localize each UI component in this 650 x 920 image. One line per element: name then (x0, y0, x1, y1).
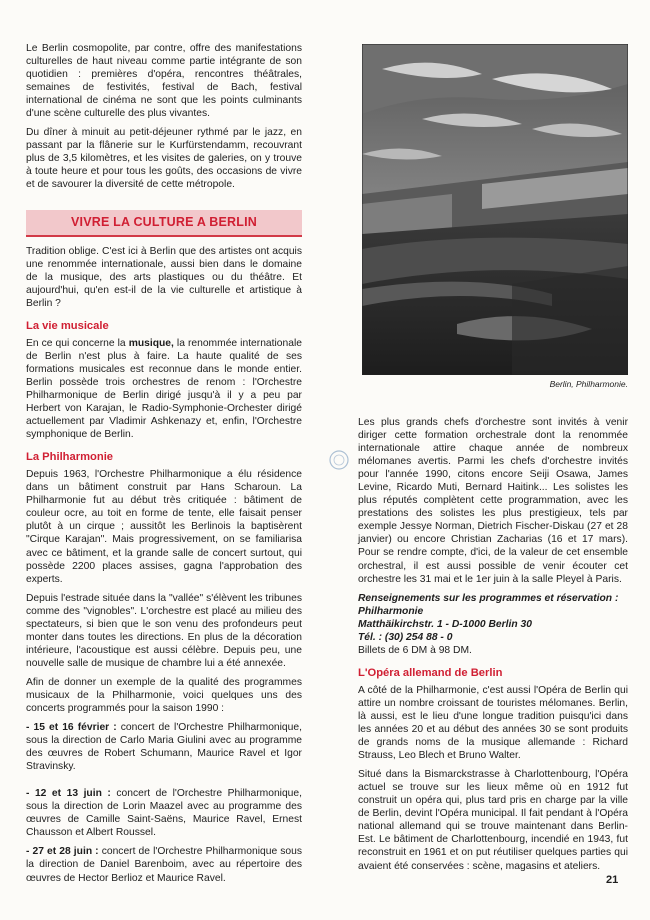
intro-paragraph-1: Le Berlin cosmopolite, par contre, offre des manifestations culturelles de haut niveau comme partie intégrante de son quotidien : premières d'opéra, rencontres théâtrales, semaines de festivités, festival de Bach, festival international de cinéma ne sont que les points culminants d'une scène culturelle des plus vivantes. (26, 43, 302, 120)
philharmonie-paragraph-1: Depuis 1963, l'Orchestre Philharmonique a élu résidence dans un bâtiment construit par Hans Scharoun. La Philharmonie fut au début très critiquée : bâtiment de couleur ocre, au toit en forme de tente, elle faisait penser plutôt à un cirque ; aussitôt les Berlinois la baptisèrent "Cirque Karajan". Mais progressivement, on se familiarisa avec ce bâtiment, et la grande salle de concert surtout, qui possède 2200 places assises, gagna l'approbation des experts. (26, 469, 302, 585)
page-number: 21 (606, 874, 619, 886)
concert-text: concert de l'Orchestre Philharmonique sous la direction de Daniel Barenboim, avec au répertoire des œuvres de Hector Berlioz et Maurice Ravel. (26, 846, 302, 884)
philharmonie-hall-photo (362, 44, 628, 375)
intro-paragraph-2: Du dîner à minuit au petit-déjeuner rythmé par le jazz, en passant par la flânerie sur le Kurfürstendamm, recouvrant plus de 3,5 kilomètres, et les visites de galeries, on y trouve à toute heure et pour tous les goûts, des occasions de vivre et de savourer la diversité de cette métropole. (26, 127, 302, 191)
concert-date: - 12 et 13 juin : (26, 788, 111, 800)
concert-item (26, 721, 302, 773)
info-name: Philharmonie (358, 605, 424, 617)
philharmonie-paragraph-2: Depuis l'estrade située dans la "vallée" s'élèvent les tribunes comme des "vignobles". L'orchestre est placé au milieu des spectateurs, si bien que le son venu des profondeurs peut monter dans toutes les directions. En plus de la décoration intérieure, l'acoustique est aussi célèbre. Depuis peu, une nouvelle salle de musique de chambre lui a été annexée. (26, 592, 302, 669)
photo-caption: Berlin, Philharmonie. (549, 379, 628, 389)
left-column (26, 42, 302, 891)
info-price: Billets de 6 DM à 98 DM. (358, 644, 472, 656)
vie-musicale-text-start: En ce qui concerne la (26, 337, 129, 349)
info-telephone: Tél. : (30) 254 88 - 0 (358, 631, 453, 643)
info-address: Matthäikirchstr. 1 - D-1000 Berlin 30 (358, 618, 532, 630)
heading-vie-musicale: La vie musicale (26, 319, 109, 332)
concert-date: - 27 et 28 juin : (26, 846, 99, 858)
library-stamp-icon (328, 447, 350, 473)
right-paragraph-1: Les plus grands chefs d'orchestre sont invités à venir diriger cette formation orchestrale dont la renommée internationale attire chaque année de nombreux mélomanes avertis. Parmi les chefs d'orchestre invités pour l'année 1990, citons encore Seiji Osawa, James Levine, Ricardo Muti, Bernard Haitink... Les solistes les plus réputés complètent cette programmation, avec les prestations des solistes les plus prestigieux, tels par exemple Jessye Norman, Dietrich Fischer-Diskau (27 et 28 janvier) ou encore Christian Zacharias (16 et 17 mars). Pour se rendre compte, d'ici, de la valeur de cet ensemble orchestral, il est aussi possible de venir écouter cet orchestre les 31 mai et le 1er juin à la salle Pleyel à Paris. (358, 417, 628, 585)
info-title: Renseignements sur les programmes et réservation : (358, 592, 619, 604)
philharmonie-paragraph-3: Afin de donner un exemple de la qualité des programmes musicaux de la Philharmonie, voici quelques uns des concerts programmés pour la saison 1990 : (26, 676, 302, 715)
concert-date: - 15 et 16 février : (26, 722, 117, 734)
concert-item (26, 845, 302, 884)
concert-text: concert de l'Orchestre Philharmonique, sous la direction de Carlo Maria Giulini avec au programme des œuvres de Robert Schumann, Maurice Ravel et Igor Stravinsky. (26, 722, 302, 773)
heading-philharmonie: La Philharmonie (26, 451, 114, 464)
vie-musicale-paragraph (26, 337, 302, 441)
opera-paragraph-1: A côté de la Philharmonie, c'est aussi l'Opéra de Berlin qui attire un nombre croissant de touristes mélomanes. Berlin, là aussi, est le lieu d'une longue tradition puisqu'ici dans les années 20 et au début des années 30 se sont produits de grands noms de la musique allemande : Richard Strauss, Leo Blech et Bruno Walter. (358, 684, 628, 762)
concert-text: concert de l'Orchestre Philharmonique, sous la direction de Lorin Maazel avec au programme des œuvres de Camille Saint-Saëns, Maurice Ravel, Ernest Chausson et Albert Roussel. (26, 788, 302, 839)
concert-item (26, 787, 302, 839)
heading-opera: L'Opéra allemand de Berlin (358, 666, 503, 679)
vie-musicale-text-end: la renommée internationale de Berlin n'est plus à faire. La haute qualité de ses formations musicales est reconnue dans le monde entier. Berlin possède trois orchestres de renom : l'Orchestre Philharmonique de Berlin dirigé jusqu'à il y a peu par Herbert von Karajan, le Radio-Symphonie-Orchester dirigé actuellement par Vladimir Ashkenazy et, enfin, l'Orchestre symphonique de Berlin. (26, 337, 303, 441)
opera-paragraph-2: Situé dans la Bismarckstrasse à Charlottenbourg, l'Opéra actuel se trouve sur les lieux même où en 1912 fut construit un opéra qui, plus tard pris en charge par la ville de Berlin, devint l'Opéra municipal. Il fait pendant à l'Opéra national allemand qui se trouve maintenant dans Berlin-Est. Le bâtiment de Charlottenbourg, incendié en 1943, fut reconstruit en 1961 et on put réutiliser quelques parties qui avaient été conservées : scène, magasins et ateliers. (358, 769, 628, 872)
musique-bold: musique, (128, 337, 174, 349)
section-title-banner: VIVRE LA CULTURE A BERLIN (26, 210, 302, 237)
culture-intro: Tradition oblige. C'est ici à Berlin que des artistes ont acquis une renommée internationale, aussi bien dans le domaine de la musique, des arts plastiques ou du théâtre. Et aujourd'hui, qu'en est-il de la vie culturelle et artistique à Berlin ? (26, 245, 302, 309)
right-column (358, 416, 628, 879)
